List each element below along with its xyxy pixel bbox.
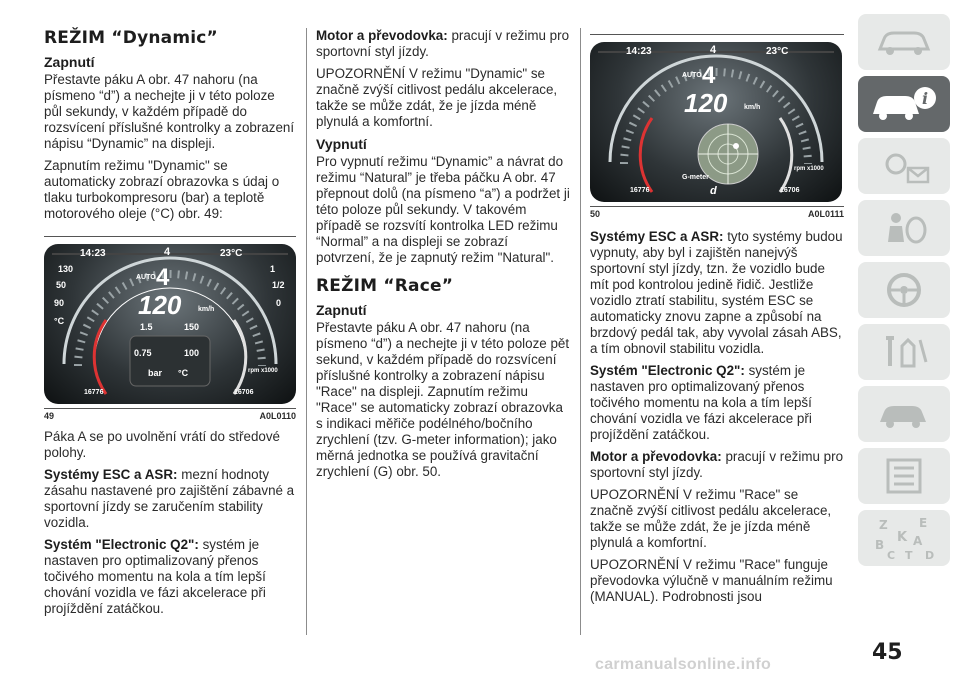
right-scale-1: 1 [270,264,276,274]
section-heading-dynamic: REŽIM “Dynamic” [44,28,218,48]
left-scale-4: °C [54,316,65,326]
column-2 [316,28,570,486]
outside-temperature: 23°C [766,46,789,57]
car-info-icon[interactable] [858,76,950,132]
section-heading-race: REŽIM “Race” [316,276,454,296]
paragraph: Přestavte páku A obr. 47 nahoru (na písmeno “d”) a nechejte ji v této poloze pět sekund, v každém případě do rozsvícení příslušné kontrolky a zobrazení nápisu "Race" na displeji. Zapnutím režimu "Race" se automaticky zobrazí obrazovka s indikaci měřiče podélného/bočního zrychlení (tzv. G-meter information); jako měrná jednotka se používá gravitační zrychlení (G) obr. 50. [316,320,570,479]
subheading-deactivation: Vypnutí [316,136,367,152]
paragraph-esc [590,229,844,357]
svg-text:E: E [919,516,928,530]
steering-wheel-icon[interactable] [858,262,950,318]
car-breakdown-icon[interactable] [858,386,950,442]
current-gear: 4 [156,264,170,291]
dashboard-image-race [590,42,842,202]
esc-text: tyto systémy budou vypnuty, aby byl i zajištěn nanejvýš sportovní styl jízdy, tzn. že vozidlo bude mít pod kontrolou jedině řidič. Jestliže vozidlo ztratí stabilitu, systém ESC se automaticky znovu zapne a způsobí na brzdový pedál tak, aby vyvolal zásah ABS, a tím obnovil stabilitu vozidla. [590,229,843,356]
car-icon[interactable] [858,14,950,70]
warning-paragraph: UPOZORNĚNÍ V režimu "Race" funguje převodovka výlučně v manuálním režimu (MANUAL). Podrobnosti jsou [590,557,833,604]
figure-number: 50 [590,209,601,219]
subheading-activation: Zapnutí [44,54,95,70]
gmeter-label: G-meter [682,174,709,181]
clock: 14:23 [80,248,106,259]
svg-text:C: C [887,549,896,561]
rpm-label: rpm x1000 [794,166,824,172]
subheading-activation: Zapnutí [316,302,367,318]
figure-caption [590,206,844,219]
drive-mode-letter: d [710,185,717,197]
left-scale-1: 130 [58,264,74,274]
svg-text:B: B [875,538,885,552]
alphabet-index-icon[interactable] [858,510,950,566]
oil-temp-low: 100 [184,348,200,358]
motor-label: Motor a převodovka: [590,449,722,464]
dashboard-gauge-graphic [44,244,296,404]
left-scale-3: 90 [54,298,65,308]
temp-unit: °C [178,368,189,378]
paragraph: Páka A se po uvolnění vrátí do středové polohy. [44,429,280,460]
service-tools-icon[interactable] [858,324,950,380]
motor-text: pracují v režimu pro sportovní styl jízdy. [316,28,570,59]
chapter-sidebar [858,14,950,572]
gear-indicator-top: 4 [164,246,171,258]
speed-unit: km/h [198,306,215,313]
q2-text: systém je nastaven pro optimalizovaný přenos točivého momentu na kola a tím lepší chování vozidla ve fázi akcelerace při projíždění zatáčkou. [590,363,812,442]
figure-49 [44,236,296,421]
left-scale-2: 50 [56,280,67,290]
column-divider [306,28,307,635]
column-3 [590,28,844,611]
paragraph: Přestavte páku A obr. 47 nahoru (na písmeno “d”) a nechejte ji v této poloze půl sekundy, v každém případě do rozsvícení příslušné kontrolky a zobrazení nápisu “Dynamic” na displeji. [44,72,295,151]
current-gear: 4 [702,62,716,89]
figure-50 [590,34,844,219]
dashboard-gmeter-graphic [590,42,842,202]
watermark: carmanualsonline.info [595,656,772,673]
motor-label: Motor a převodovka: [316,28,448,43]
auto-label: AUTO [682,72,702,79]
paragraph-esc [44,467,296,531]
auto-label: AUTO [136,274,156,281]
column-1 [44,28,296,623]
boost-value: 1.5 [140,322,153,332]
paragraph: Pro vypnutí režimu “Dynamic” a návrat do režimu “Natural” je třeba páčku A obr. 47 přepnout dolů (na písmeno “a”) a podržet ji této poloze půl sekundy. V takovém případě se rozsvítí kontrolka LED režimu “Normal” a na displeji se zobrazí potvrzení, že je zapnutý režim "Natural". [316,154,570,265]
right-scale-3: 0 [276,298,282,308]
figure-code: A0L0110 [259,411,296,421]
paragraph-motor [590,449,844,481]
outside-temperature: 23°C [220,248,243,259]
figure-number: 49 [44,411,55,421]
svg-text:D: D [925,549,935,561]
warning-light-icon[interactable] [858,138,950,194]
clock: 14:23 [626,46,652,57]
svg-text:K: K [897,530,908,545]
dashboard-image-dynamic [44,244,296,404]
q2-label: Systém "Electronic Q2": [590,363,745,378]
checklist-icon[interactable] [858,448,950,504]
svg-text:Z: Z [879,518,888,532]
page-number: 45 [872,640,903,665]
paragraph-motor [316,28,570,60]
warning-paragraph: UPOZORNĚNÍ V režimu "Race" se značně zvýší citlivost pedálu akcelerace, takže se může zdát, že je jízda méně plynulá a komfortní. [590,487,832,550]
speed-value: 120 [684,88,728,118]
speed-value: 120 [138,290,182,320]
odometer-right: 16706 [780,187,800,194]
paragraph: Zapnutím režimu "Dynamic" se automaticky zobrazí obrazovka s údaj o tlaku turbokompresoru (bar) a teplotě motorového oleje (°C) obr. 49: [44,158,280,221]
q2-text: systém je nastaven pro optimalizovaný přenos točivého momentu na kola a tím lepší chování vozidla ve fázi akcelerace při projíždění zatáčkou. [44,537,266,616]
odometer-left: 16776 [630,187,650,194]
right-scale-2: 1/2 [272,280,285,290]
figure-top-rule [44,236,296,237]
airbag-icon[interactable] [858,200,950,256]
figure-top-rule [590,34,844,35]
paragraph-q2 [44,537,296,617]
column-divider [580,28,581,635]
svg-text:A: A [913,534,923,548]
motor-text: pracují v režimu pro sportovní styl jízdy. [590,449,844,480]
q2-label: Systém "Electronic Q2": [44,537,199,552]
gear-indicator-top: 4 [710,44,717,56]
speed-unit: km/h [744,104,761,111]
figure-code: A0L0111 [807,209,844,219]
odometer-left: 16776 [84,389,104,396]
rpm-label: rpm x1000 [248,368,278,374]
figure-caption [44,408,296,421]
esc-text: mezní hodnoty zásahu nastavené pro zajištění zábavné a sportovní jízdy se zaručením stability vozidla. [44,467,295,530]
boost-unit: bar [148,368,163,378]
paragraph-q2 [590,363,844,443]
oil-temp-value: 150 [184,322,200,332]
esc-label: Systémy ESC a ASR: [590,229,724,244]
esc-label: Systémy ESC a ASR: [44,467,178,482]
odometer-right: 16706 [234,389,254,396]
svg-text:T: T [905,549,913,561]
warning-paragraph: UPOZORNĚNÍ V režimu "Dynamic" se značně zvýší citlivost pedálu akcelerace, takže se může zdát, že je jízda méně plynulá a komfortní. [316,66,558,129]
boost-low: 0.75 [134,348,152,358]
info-letter: i [921,89,929,108]
